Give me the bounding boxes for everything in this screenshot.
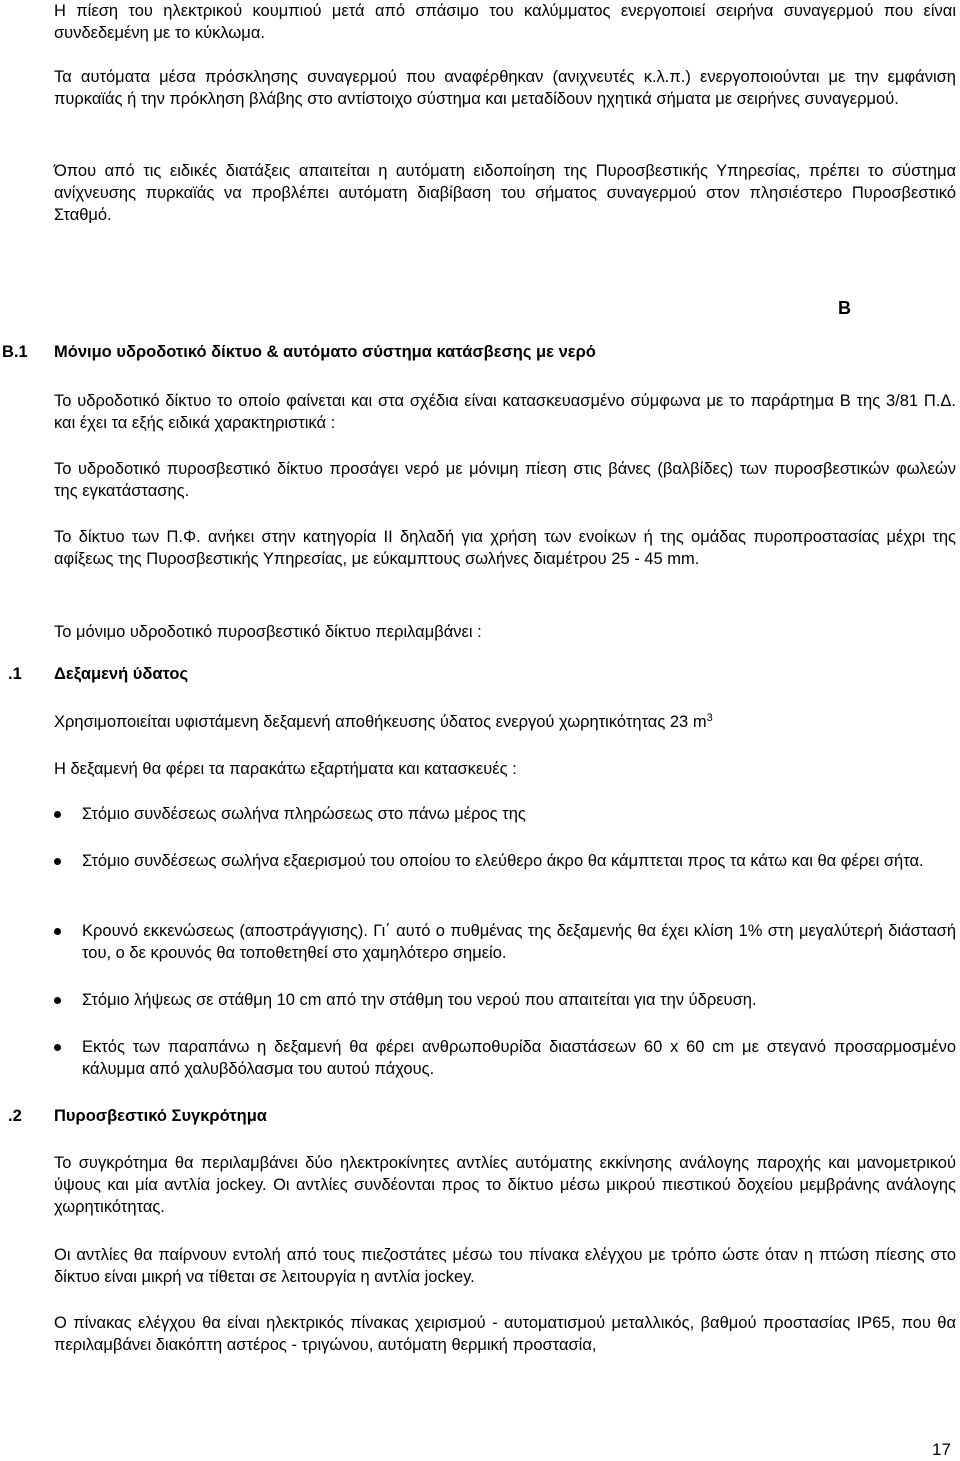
section-title: Μόνιμο υδροδοτικό δίκτυο & αυτόματο σύστημα κατάσβεσης με νερό bbox=[54, 343, 596, 361]
superscript-exponent: 3 bbox=[706, 712, 713, 724]
bullet-item-4: Στόμιο λήψεως σε στάθμη 10 cm από την στάθμη του νερού που απαιτείται για την ύδρευση. bbox=[82, 991, 757, 1009]
section-paragraph-3: Το δίκτυο των Π.Φ. ανήκει στην κατηγορία ΙΙ δηλαδή για χρήση των ενοίκων ή της ομάδας πυροπροστασίας μέχρι της αφίξεως της Πυροσβεστικής Υπηρεσίας, με εύκαμπτους σωλήνες διαμέτρου 25 - 45 mm. bbox=[54, 528, 956, 568]
bullet-icon bbox=[54, 920, 64, 930]
page-number: 17 bbox=[932, 1440, 951, 1459]
bullet-icon bbox=[54, 989, 64, 999]
section-paragraph-4: Το μόνιμο υδροδοτικό πυροσβεστικό δίκτυο περιλαμβάνει : bbox=[54, 623, 482, 641]
subsection-1-paragraph-2: Η δεξαμενή θα φέρει τα παρακάτω εξαρτήματα και κατασκευές : bbox=[54, 760, 517, 778]
intro-paragraph-2: Τα αυτόματα μέσα πρόσκλησης συναγερμού που αναφέρθηκαν (ανιχνευτές κ.λ.π.) ενεργοποιούνται με την εμφάνιση πυρκαϊάς ή την πρόκληση βλάβης στο αντίστοιχο σύστημα και μεταδίδουν ηχητικά σήματα με σειρήνες συναγερμού. bbox=[54, 68, 956, 108]
section-number: Β.1 bbox=[2, 343, 28, 361]
bullet-item-2: Στόμιο συνδέσεως σωλήνα εξαερισμού του οποίου το ελεύθερο άκρο θα κάμπτεται προς τα κάτω και θα φέρει σήτα. bbox=[82, 852, 924, 870]
bullet-icon bbox=[54, 850, 64, 860]
subsection-1-paragraph-1: Χρησιμοποιείται υφιστάμενη δεξαμενή αποθήκευσης ύδατος ενεργού χωρητικότητας 23 $m^3$ bbox=[54, 712, 713, 731]
subsection-2-title: Πυροσβεστικό Συγκρότημα bbox=[54, 1107, 267, 1125]
bullet-icon bbox=[54, 1036, 64, 1046]
subsection-2-paragraph-3: Ο πίνακας ελέγχου θα είναι ηλεκτρικός πίνακας χειρισμού - αυτοματισμού μεταλλικός, βαθμού προστασίας IP65, που θα περιλαμβάνει διακόπτη αστέρος - τριγώνου, αυτόματη θερμική προστασία, bbox=[54, 1314, 956, 1354]
subsection-2-number: .2 bbox=[8, 1107, 22, 1125]
bullet-icon bbox=[54, 803, 64, 813]
subsection-2-paragraph-2: Οι αντλίες θα παίρνουν εντολή από τους πιεζοστάτες μέσω του πίνακα ελέγχου με τρόπο ώστε όταν η πτώση πίεσης στο δίκτυο είναι μικρή να τίθεται σε λειτουργία η αντλία jockey. bbox=[54, 1246, 956, 1286]
intro-paragraph-3: Όπου από τις ειδικές διατάξεις απαιτείται η αυτόματη ειδοποίηση της Πυροσβεστικής Υπηρεσίας, πρέπει το σύστημα ανίχνευσης πυρκαϊάς να προβλέπει αυτόματη διαβίβαση του σήματος συναγερμού στον πλησιέστερο Πυροσβεστικό Σταθμό. bbox=[54, 162, 956, 224]
subsection-1-title: Δεξαμενή ύδατος bbox=[54, 665, 189, 683]
section-paragraph-2: Το υδροδοτικό πυροσβεστικό δίκτυο προσάγει νερό με μόνιμη πίεση στις βάνες (βαλβίδες) των πυροσβεστικών φωλεών της εγκατάστασης. bbox=[54, 460, 956, 500]
intro-paragraph-1: Η πίεση του ηλεκτρικού κουμπιού μετά από σπάσιμο του καλύμματος ενεργοποιεί σειρήνα συναγερμού που είναι συνδεδεμένη με το κύκλωμα. bbox=[54, 2, 956, 42]
bullet-item-5: Εκτός των παραπάνω η δεξαμενή θα φέρει ανθρωποθυρίδα διαστάσεων 60 x 60 cm με στεγανό προσαρμοσμένο κάλυμμα από χαλυβδόλασμα του αυτού πάχους. bbox=[82, 1038, 956, 1078]
bullet-item-3: Κρουνό εκκενώσεως (αποστράγγισης). Γι΄ αυτό ο πυθμένας της δεξαμενής θα έχει κλίση 1% στη μεγαλύτερή διάστασή του, ο δε κρουνός θα τοποθετηθεί στο χαμηλότερο σημείο. bbox=[82, 922, 956, 962]
subsection-2-paragraph-1: Το συγκρότημα θα περιλαμβάνει δύο ηλεκτροκίνητες αντλίες αυτόματης εκκίνησης ανάλογης παροχής και μανομετρικού ύψους και μία αντλία jockey. Οι αντλίες συνδέονται προς το δίκτυο μέσω μικρού πιεστικού δοχείου μεμβράνης ανάλογης χωρητικότητας. bbox=[54, 1154, 956, 1216]
section-paragraph-1: Το υδροδοτικό δίκτυο το οποίο φαίνεται και στα σχέδια είναι κατασκευασμένο σύμφωνα με το παράρτημα Β της 3/81 Π.Δ. και έχει τα εξής ειδικά χαρακτηριστικά : bbox=[54, 392, 956, 432]
subsection-1-number: .1 bbox=[8, 665, 22, 683]
bullet-item-1: Στόμιο συνδέσεως σωλήνα πληρώσεως στο πάνω μέρος της bbox=[82, 805, 526, 823]
section-marker: Β bbox=[838, 298, 851, 318]
